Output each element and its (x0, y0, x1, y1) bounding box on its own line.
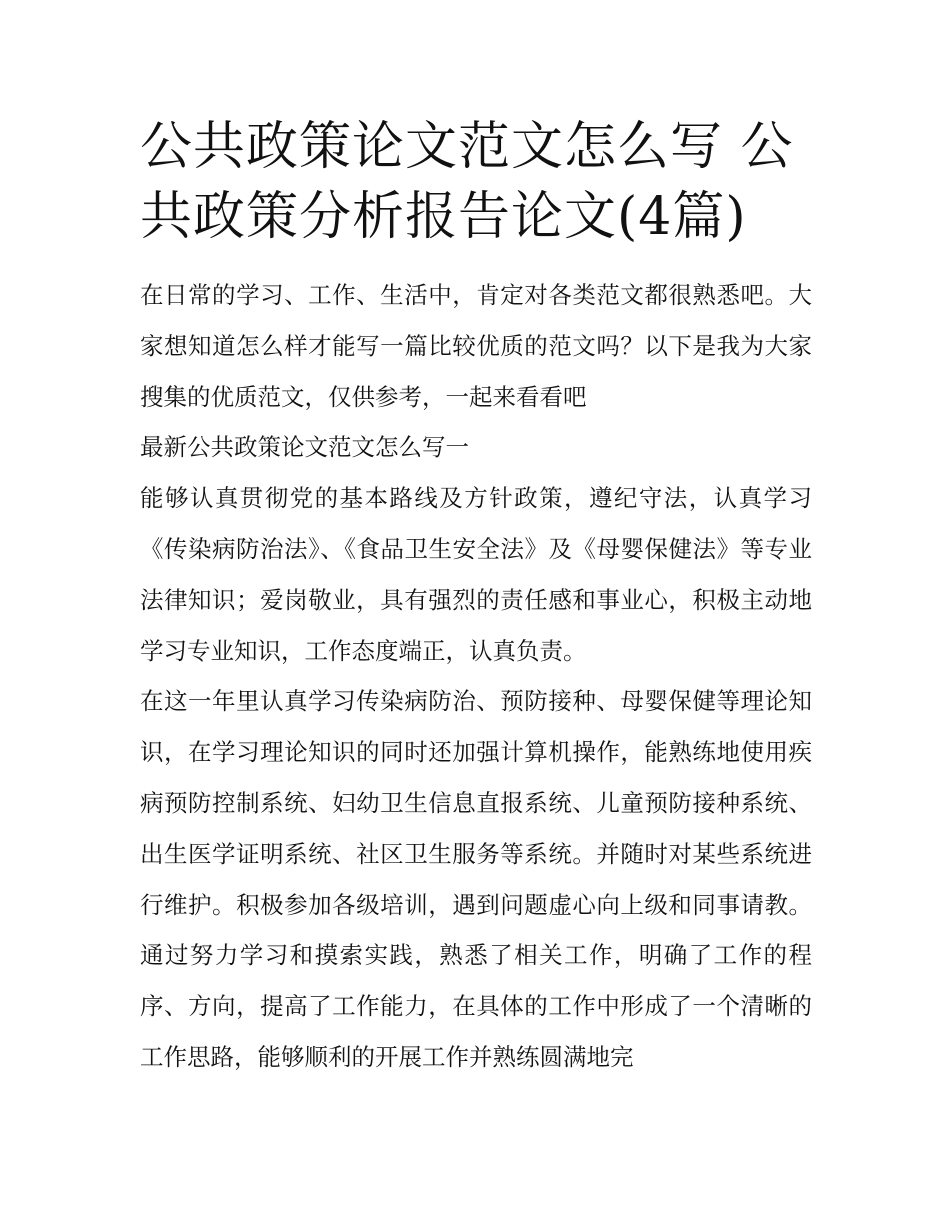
document-content (140, 112, 812, 1083)
document-body (140, 270, 812, 1083)
intro-paragraph: 在日常的学习、工作、生活中，肯定对各类范文都很熟悉吧。大家想知道怎么样才能写一篇比较优质的范文吗？以下是我为大家搜集的优质范文，仅供参考，一起来看看吧 (140, 281, 812, 411)
body-paragraph: 能够认真贯彻党的基本路线及方针政策，遵纪守法，认真学习《传染病防治法》、《食品卫生安全法》及《母婴保健法》等专业法律知识；爱岗敬业，具有强烈的责任感和事业心，积极主动地学习专业知识，工作态度端正，认真负责。 (140, 484, 812, 665)
document-title: 公共政策论文范文怎么写 公共政策分析报告论文(4篇) (140, 117, 794, 247)
section-heading: 最新公共政策论文范文怎么写一 (140, 433, 469, 462)
body-paragraph: 在这一年里认真学习传染病防治、预防接种、母婴保健等理论知识，在学习理论知识的同时还加强计算机操作，能熟练地使用疾病预防控制系统、妇幼卫生信息直报系统、儿童预防接种系统、出生医学证明系统、社区卫生服务等系统。并随时对某些系统进行维护。积极参加各级培训，遇到问题虚心向上级和同事请教。通过努力学习和摸索实践，熟悉了相关工作，明确了工作的程序、方向，提高了工作能力，在具体的工作中形成了一个清晰的工作思路，能够顺利的开展工作并熟练圆满地完 (140, 687, 812, 1071)
